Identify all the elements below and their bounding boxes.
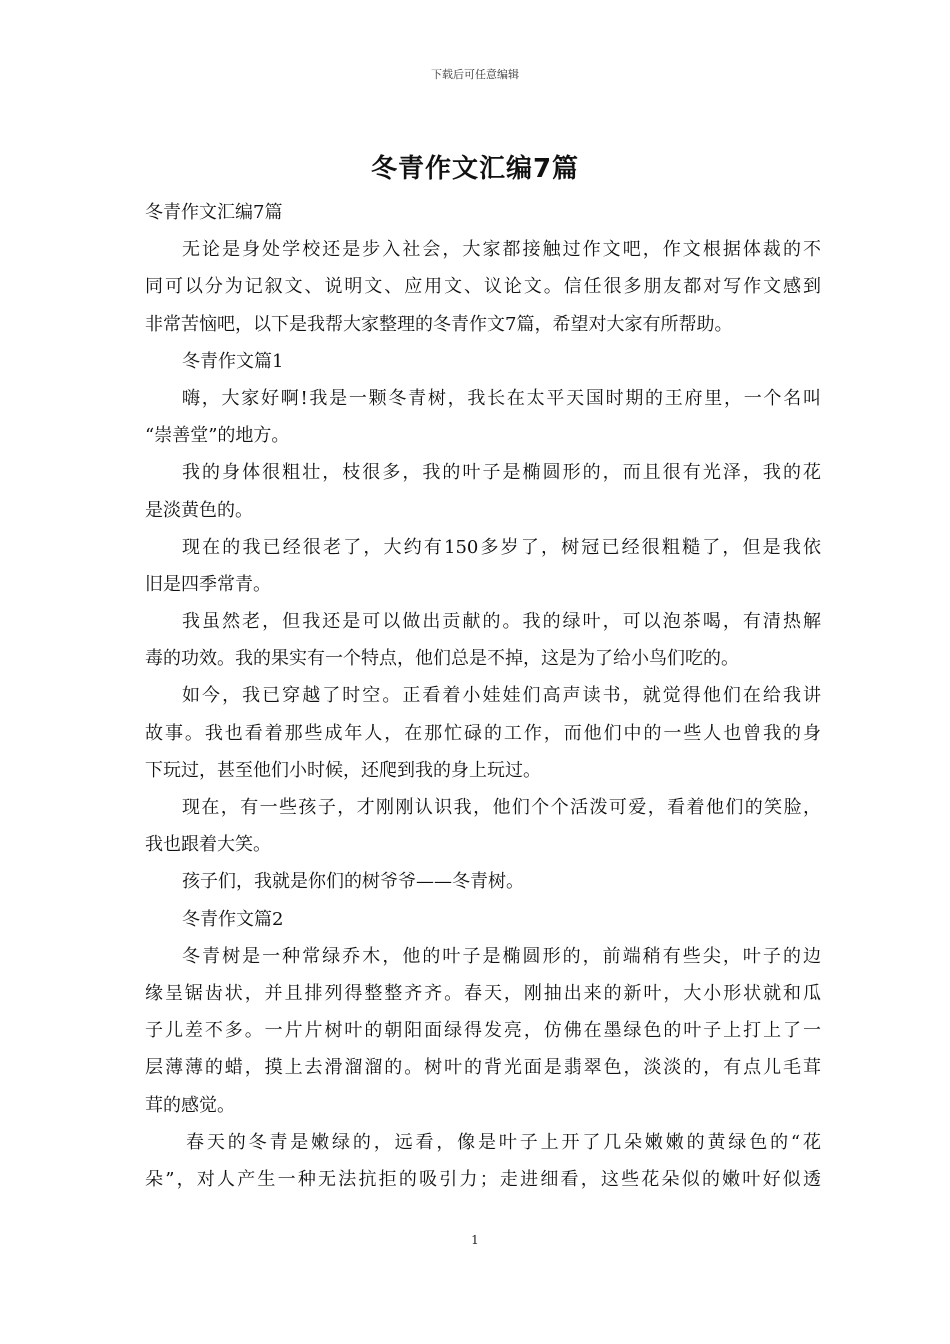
subtitle-line: 冬青作文汇编7篇 — [145, 202, 283, 223]
paragraph-line: 嗨，大家好啊!我是一颗冬青树，我长在太平天国时期的王府里，一个名叫 — [182, 387, 821, 409]
paragraph-line: 现在的我已经很老了，大约有150多岁了，树冠已经很粗糙了，但是我依 — [182, 536, 821, 558]
document-title: 冬青作文汇编7篇 — [370, 154, 580, 184]
paragraph-line: 如今，我已穿越了时空。正看着小娃娃们高声读书，就觉得他们在给我讲 — [182, 685, 821, 707]
section-heading: 冬青作文篇2 — [182, 908, 284, 930]
section-heading: 冬青作文篇1 — [182, 350, 284, 372]
page-number: 1 — [471, 1233, 479, 1247]
paragraph-line: 现在，有一些孩子，才刚刚认识我，他们个个活泼可爱，看着他们的笑脸， — [182, 797, 821, 818]
paragraph-line: 下玩过，甚至他们小时候，还爬到我的身上玩过。 — [145, 759, 541, 781]
document-body — [145, 194, 821, 1198]
paragraph-line: 子儿差不多。一片片树叶的朝阳面绿得发亮，仿佛在墨绿色的叶子上打上了一 — [145, 1020, 821, 1042]
paragraph-line: 同可以分为记叙文、说明文、应用文、议论文。信任很多朋友都对写作文感到 — [145, 276, 821, 298]
paragraph-line: 非常苦恼吧，以下是我帮大家整理的冬青作文7篇，希望对大家有所帮助。 — [145, 313, 733, 335]
paragraph-line: 层薄薄的蜡，摸上去滑溜溜的。树叶的背光面是翡翠色，淡淡的，有点儿毛茸 — [145, 1057, 821, 1079]
paragraph-line: 茸的感觉。 — [145, 1094, 235, 1116]
paragraph-line: 冬青树是一种常绿乔木，他的叶子是椭圆形的，前端稍有些尖，叶子的边 — [182, 945, 821, 967]
paragraph-line: “崇善堂”的地方。 — [145, 425, 290, 447]
paragraph-line: 我也跟着大笑。 — [145, 834, 271, 856]
paragraph-line: 我虽然老，但我还是可以做出贡献的。我的绿叶，可以泡茶喝，有清热解 — [182, 611, 821, 633]
paragraph-line: 旧是四季常青。 — [145, 573, 271, 595]
paragraph-line: 春天的冬青是嫩绿的，远看，像是叶子上开了几朵嫩嫩的黄绿色的“花 — [186, 1131, 821, 1153]
paragraph-line: 无论是身处学校还是步入社会，大家都接触过作文吧，作文根据体裁的不 — [182, 239, 821, 261]
paragraph-line: 故事。我也看着那些成年人，在那忙碌的工作，而他们中的一些人也曾我的身 — [145, 722, 821, 744]
paragraph-line: 缘呈锯齿状，并且排列得整整齐齐。春天，刚抽出来的新叶，大小形状就和瓜 — [145, 982, 821, 1004]
paragraph-line: 孩子们，我就是你们的树爷爷——冬青树。 — [182, 871, 524, 893]
paragraph-line: 我的身体很粗壮，枝很多，我的叶子是椭圆形的，而且很有光泽，我的花 — [182, 462, 821, 484]
paragraph-line: 毒的功效。我的果实有一个特点，他们总是不掉，这是为了给小鸟们吃的。 — [145, 648, 739, 670]
paragraph-line: 朵”，对人产生一种无法抗拒的吸引力；走进细看，这些花朵似的嫩叶好似透 — [145, 1168, 821, 1190]
paragraph-line: 是淡黄色的。 — [145, 499, 253, 521]
header-note: 下载后可任意编辑 — [431, 68, 519, 81]
